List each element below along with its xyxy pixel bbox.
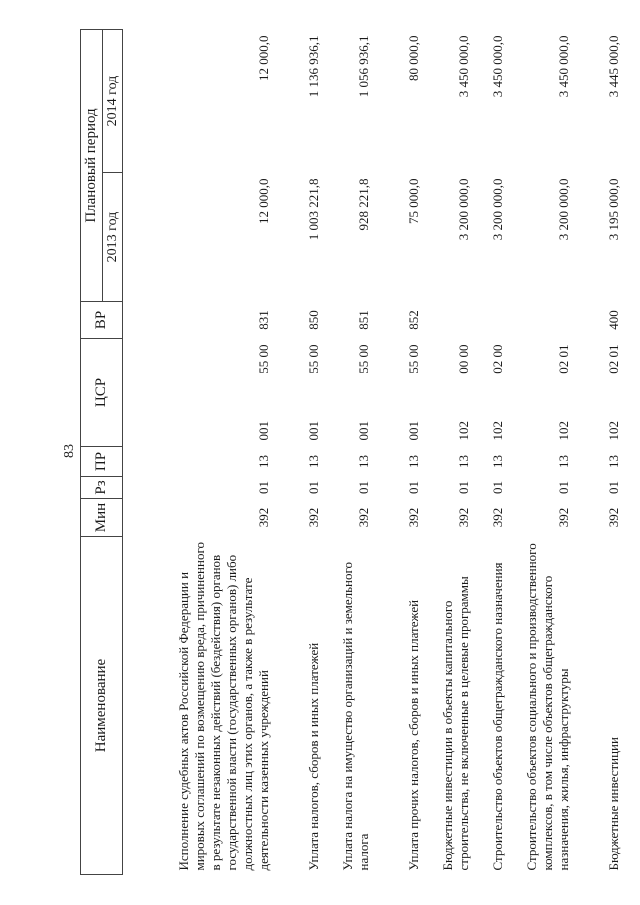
row-csr-part: 001: [355, 421, 371, 441]
row-csr: [423, 339, 473, 447]
table-row: [473, 29, 507, 874]
budget-table: [80, 29, 623, 875]
row-vr: 400: [605, 310, 621, 330]
row-2013: 3 195 000,0: [605, 178, 621, 241]
row-2013: 75 000,0: [405, 178, 421, 224]
row-csr-part: 102: [489, 421, 505, 441]
row-csr: [123, 339, 273, 447]
row-vr: 851: [355, 310, 371, 330]
row-2014: 80 000,0: [405, 35, 421, 81]
row-name: Строительство объектов социального и производственного комплексов, в том числе объектов общегражданского назначения, жилья, инфраструктуры: [523, 543, 571, 871]
rotated-table-wrapper: [80, 30, 621, 875]
row-2013: 3 200 000,0: [555, 178, 571, 241]
row-csr-part: 001: [405, 421, 421, 441]
row-pr: 13: [305, 455, 321, 468]
row-csr-part: 001: [255, 421, 271, 441]
row-csr-part: 55 00: [255, 344, 271, 374]
row-pr: 13: [455, 455, 471, 468]
row-vr: 831: [255, 310, 271, 330]
row-min: 392: [605, 507, 621, 528]
row-name: Уплата налога на имущество организаций и земельного налога: [339, 561, 371, 871]
row-vr: 850: [305, 310, 321, 330]
row-min: 392: [405, 507, 421, 528]
table-body: [123, 29, 623, 874]
row-csr: [473, 339, 507, 447]
row-rz: 01: [255, 481, 271, 494]
row-csr-part: 102: [605, 421, 621, 441]
row-csr-part: 55 00: [355, 344, 371, 374]
row-csr-part: 02 00: [489, 344, 505, 374]
table-row: [507, 29, 573, 874]
row-csr: [507, 339, 573, 447]
header-min: Мин: [81, 499, 123, 537]
row-2014: 1 136 936,1: [305, 35, 321, 98]
row-rz: 01: [455, 481, 471, 494]
row-pr: 13: [605, 455, 621, 468]
row-pr: 13: [489, 455, 505, 468]
row-vr: [473, 302, 507, 339]
row-csr: [323, 339, 373, 447]
row-csr-part: 55 00: [305, 344, 321, 374]
row-2014: 12 000,0: [255, 35, 271, 81]
row-rz: 01: [605, 481, 621, 494]
row-2013: 12 000,0: [255, 178, 271, 224]
row-pr: 13: [555, 455, 571, 468]
row-csr-part: 55 00: [405, 344, 421, 374]
row-rz: 01: [555, 481, 571, 494]
table-row: [273, 29, 323, 874]
table-row: [423, 29, 473, 874]
header-name: Наименование: [81, 537, 123, 875]
row-rz: 01: [355, 481, 371, 494]
row-rz: 01: [489, 481, 505, 494]
row-csr-part: 001: [305, 421, 321, 441]
row-2013: 3 200 000,0: [489, 178, 505, 241]
row-name: Строительство объектов общегражданского назначения: [489, 562, 505, 871]
row-csr-part: 02 01: [605, 344, 621, 374]
header-2014: 2014 год: [103, 29, 123, 172]
row-vr: [507, 302, 573, 339]
header-planned-period: Плановый период: [81, 29, 103, 301]
row-pr: 13: [255, 455, 271, 468]
row-name: Бюджетные инвестиции: [605, 737, 621, 871]
header-pr: ПР: [81, 447, 123, 477]
row-vr: [423, 302, 473, 339]
row-name: Бюджетные инвестиции в объекты капитального строительства, не включенные в целевые программы: [439, 576, 471, 871]
row-pr: 13: [355, 455, 371, 468]
table-header-row: [81, 29, 103, 874]
row-rz: 01: [305, 481, 321, 494]
page-number: 83: [62, 444, 77, 458]
row-2013: 1 003 221,8: [305, 178, 321, 241]
row-2013: 3 200 000,0: [455, 178, 471, 241]
row-min: 392: [255, 507, 271, 528]
header-rz: Рз: [81, 477, 123, 499]
row-pr: 13: [405, 455, 421, 468]
row-min: 392: [489, 507, 505, 528]
row-name: Уплата прочих налогов, сборов и иных платежей: [405, 599, 421, 871]
row-2014: 1 056 936,1: [355, 35, 371, 98]
table-row: [573, 29, 623, 874]
header-2013: 2013 год: [103, 173, 123, 302]
row-csr-part: 102: [555, 421, 571, 441]
header-csr: ЦСР: [81, 339, 123, 447]
row-2014: 3 450 000,0: [455, 35, 471, 98]
row-name: Уплата налогов, сборов и иных платежей: [305, 642, 321, 871]
row-csr-part: 02 01: [555, 344, 571, 374]
row-2014: 3 445 000,0: [605, 35, 621, 98]
table-row: [373, 29, 423, 874]
row-csr-part: 102: [455, 421, 471, 441]
row-csr: [273, 339, 323, 447]
row-min: 392: [355, 507, 371, 528]
row-2014: 3 450 000,0: [489, 35, 505, 98]
row-2014: 3 450 000,0: [555, 35, 571, 98]
table-row: [323, 29, 373, 874]
row-name: Исполнение судебных актов Российской Федерации и мировых соглашений по возмещению вреда, причиненного в результате незаконных действий (бездействия) органов государственной власти (государственных органов) либо должностных лиц этих органов, а также в результате деятельности казенных учреждений: [175, 542, 271, 871]
header-vr: ВР: [81, 302, 123, 339]
row-2013: 928 221,8: [355, 178, 371, 231]
row-vr: 852: [405, 310, 421, 330]
row-min: 392: [455, 507, 471, 528]
row-min: 392: [555, 507, 571, 528]
row-min: 392: [305, 507, 321, 528]
table-row: [123, 29, 273, 874]
row-rz: 01: [405, 481, 421, 494]
row-csr: [373, 339, 423, 447]
row-csr: [573, 339, 623, 447]
row-csr-part: 00 00: [455, 344, 471, 374]
